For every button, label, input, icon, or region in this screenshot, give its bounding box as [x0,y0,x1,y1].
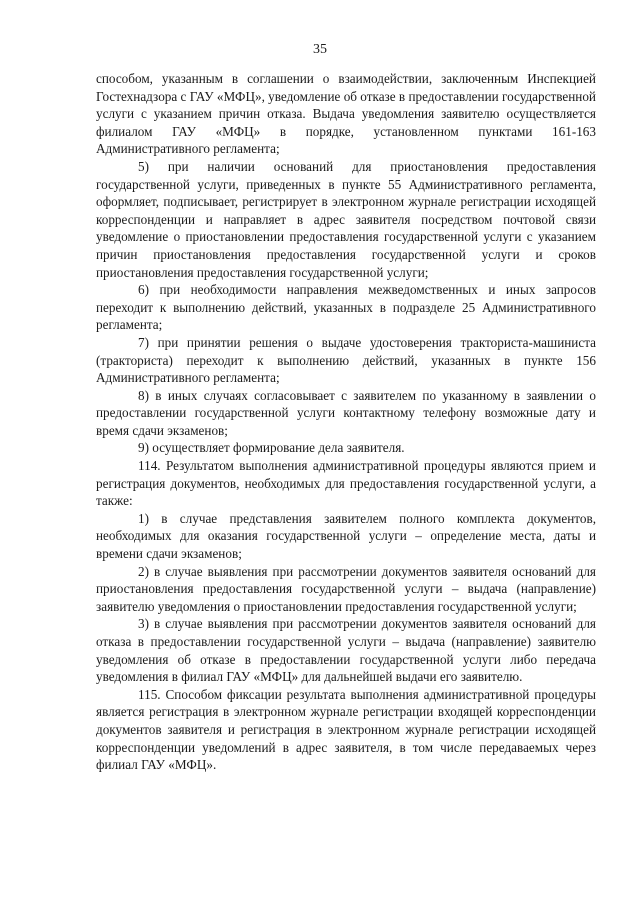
paragraph-clause-114-item-3: 3) в случае выявления при рассмотрении документов заявителя оснований для отказа в предоставлении государственной услуги – выдача (направление) заявителю уведомления об отказе в предоставлении государственной услуги либо передача уведомления в филиал ГАУ «МФЦ» для дальнейшей выдачи его заявителю. [96,616,596,685]
body-text [96,70,596,774]
paragraph-continuation: способом, указанным в соглашении о взаимодействии, заключенным Инспекцией Гостехнадзора с ГАУ «МФЦ», уведомление об отказе в предоставлении государственной услуги с указанием причин отказа. Выдача уведомления заявителю осуществляется филиалом ГАУ «МФЦ» в порядке, установленном пунктами 161-163 Административного регламента; [96,71,596,157]
page-number: 35 [313,42,327,57]
paragraph-item-8: 8) в иных случаях согласовывает с заявителем по указанному в заявлении о предоставлении государственной услуги контактному телефону возможные дату и время сдачи экзаменов; [96,387,596,438]
paragraph-clause-114-item-1: 1) в случае представления заявителем полного комплекта документов, необходимых для оказания государственной услуги – определение места, даты и времени сдачи экзаменов; [96,510,596,562]
paragraph-item-9: 9) осуществляет формирование дела заявителя. [138,440,405,456]
paragraph-item-5: 5) при наличии оснований для приостановления предоставления государственной услуги, приведенных в пункте 55 Административного регламента, оформляет, подписывает, регистрирует в электронном журнале регистрации исходящей корреспонденции и направляет в адрес заявителя посредством почтовой связи уведомление о приостановлении предоставления государственной услуги с указанием причин приостановления предоставления государственной услуги и сроков приостановления предоставления государственной услуги; [96,158,596,280]
paragraph-item-6: 6) при необходимости направления межведомственных и иных запросов переходит к выполнению действий, указанных в подразделе 25 Административного регламента; [96,282,596,333]
paragraph-clause-115: 115. Способом фиксации результата выполнения административной процедуры является регистрация в электронном журнале регистрации входящей корреспонденции документов заявителя и регистрация в электронном журнале регистрации исходящей корреспонденции уведомлений в адрес заявителя, в том числе передаваемых через филиал ГАУ «МФЦ». [96,686,596,773]
paragraph-item-7: 7) при принятии решения о выдаче удостоверения тракториста-машиниста (тракториста) переходит к выполнению действий, указанных в пункте 156 Административного регламента; [96,334,596,386]
paragraph-clause-114-item-2: 2) в случае выявления при рассмотрении документов заявителя оснований для приостановления предоставления государственной услуги – выдача (направление) заявителю уведомления о приостановлении предоставления государственной услуги; [96,563,596,614]
paragraph-clause-114: 114. Результатом выполнения административной процедуры являются прием и регистрация документов, необходимых для предоставления государственной услуги, а также: [96,458,596,509]
